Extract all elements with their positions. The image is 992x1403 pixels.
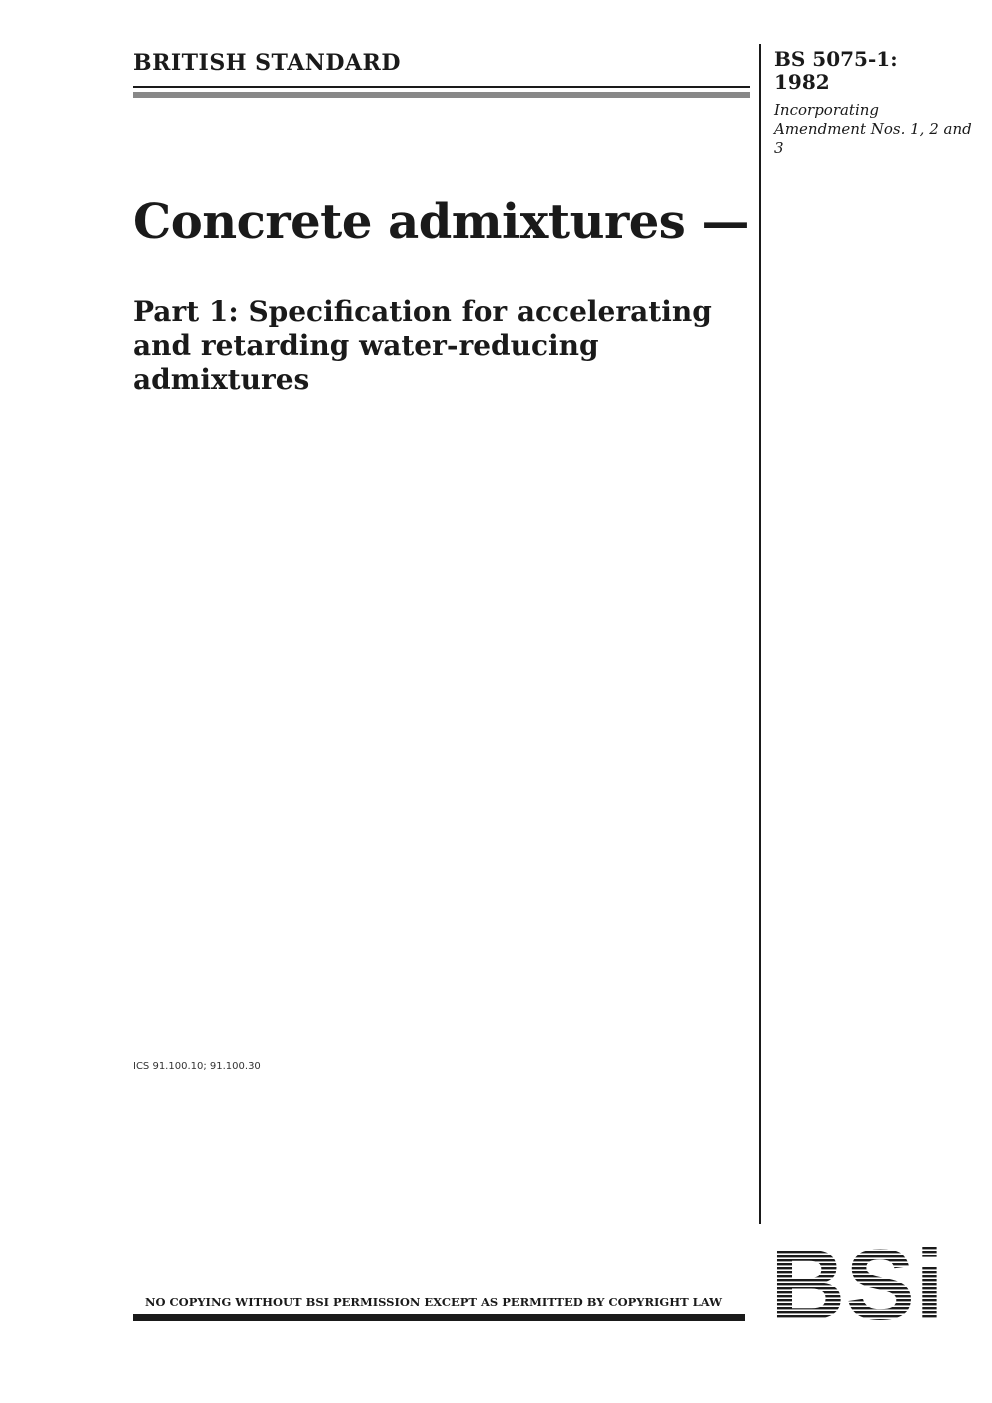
header-rule-gray bbox=[133, 92, 750, 98]
document-title: Concrete admixtures — bbox=[133, 194, 750, 250]
document-subtitle: Part 1: Specification for accelerating and retarding water-reducing admixtures bbox=[133, 295, 712, 396]
standard-number bbox=[774, 48, 898, 94]
standard-number-line1: BS 5075-1: bbox=[774, 47, 898, 71]
amendment-note: Incorporating Amendment Nos. 1, 2 and 3 bbox=[774, 101, 972, 157]
copyright-notice: NO COPYING WITHOUT BSI PERMISSION EXCEPT AS PERMITTED BY COPYRIGHT LAW bbox=[145, 1295, 723, 1309]
document-header-label: BRITISH STANDARD bbox=[133, 50, 401, 76]
footer-rule bbox=[133, 1314, 745, 1321]
standard-number-line2: 1982 bbox=[774, 70, 830, 94]
header-rule-thin bbox=[133, 86, 750, 88]
sidebar-divider bbox=[759, 44, 761, 1224]
ics-code: ICS 91.100.10; 91.100.30 bbox=[133, 1061, 261, 1072]
bsi-logo bbox=[770, 1243, 944, 1321]
